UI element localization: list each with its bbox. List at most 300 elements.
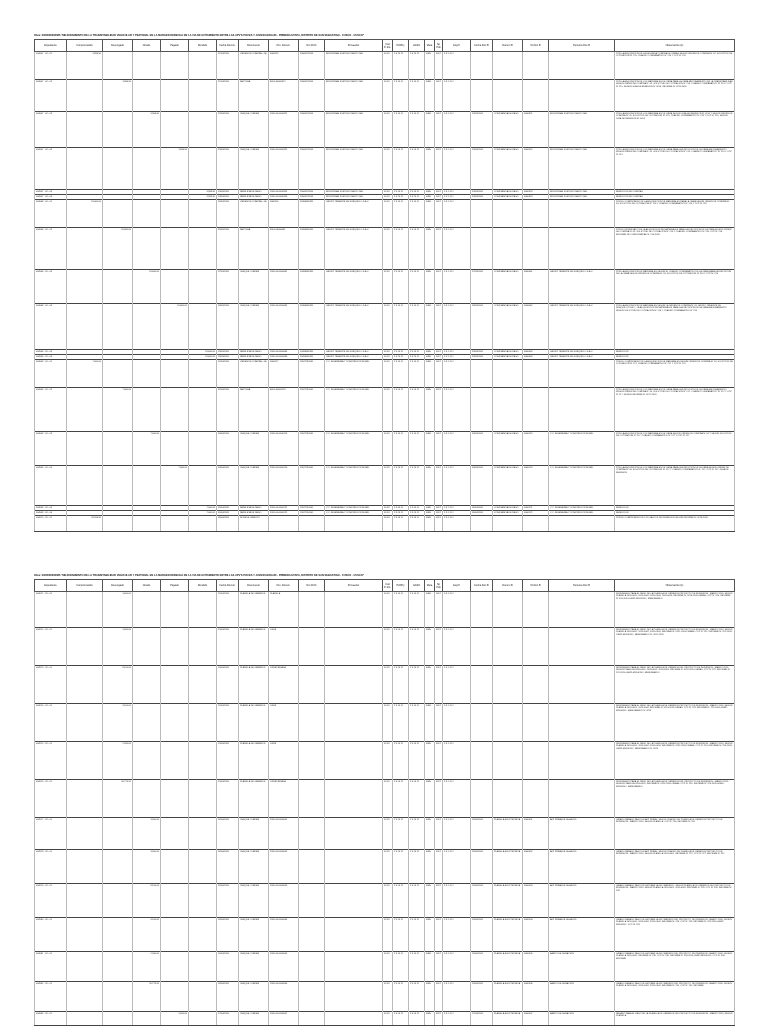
cell-nr-doc-b: 0000122 — [523, 511, 549, 516]
cell-sp-pds: 0017 — [435, 388, 443, 432]
cell-nro-ruc: 20563270001 — [299, 195, 325, 200]
cell-nr-doc-b — [523, 516, 549, 532]
cell-exp3: 2.3.1.11.1 — [443, 850, 471, 884]
cell-fecha-doc-b: 16/04/2020 — [471, 850, 493, 884]
column-header-exp3: Exp/3 — [443, 580, 471, 592]
cell-documento: PAPELETA DE PAGO — [239, 190, 269, 195]
cell-fecha-docum: 28/03/2020 — [217, 304, 239, 350]
cell-persona-doc-b: BANCO DE LA NACION — [549, 982, 615, 1012]
cell-persona-doc-b: GRUPO TENIENTE DE SURQUILLO S.A.C. — [549, 350, 615, 355]
cell-nr-doc-b: 0000120 — [523, 466, 549, 506]
cell-nr-doc-b: 0000507 — [523, 1012, 549, 1026]
cell-fecha-doc-b: 03/04/2020 — [471, 432, 493, 466]
cell-exp3: 2.3.1.11.1 — [443, 466, 471, 506]
cell-sp-pds: 0017 — [435, 918, 443, 952]
cell-expediente: 004567 - 02 - 01 — [35, 52, 67, 80]
cell-documento: CHEQUE / ORDEN — [239, 304, 269, 350]
cell-pl-dpry: 2.3.15.11 — [393, 918, 409, 952]
cell-nr-doc-b: 0000121 — [523, 506, 549, 511]
cell-ad-do: 2.3.15.11 — [409, 466, 425, 506]
cell-documento: PAPELETA DE PAGO — [239, 511, 269, 516]
cell-meta: 0085 — [425, 628, 435, 666]
cell-meta: 0085 — [425, 388, 435, 432]
cell-girado: 3,958.50 — [133, 112, 161, 148]
cell-nro-docum: 2020-04-0000322 — [269, 148, 299, 190]
column-header-fecha-docum: Fecha Docum. — [217, 40, 239, 52]
cell-pl-dpry: 2.3.15.11 — [393, 666, 409, 704]
cell-rendido — [189, 952, 217, 982]
cell-nro-docum: PLANILLA — [269, 592, 299, 628]
cell-expediente: 004568 - 02 - 02 — [35, 228, 67, 270]
cell-meta: 0085 — [425, 304, 435, 350]
cell-proveedor: GRUPO TENIENTE DE SURQUILLO S.A.C. — [325, 355, 383, 360]
cell-sp-pds: 0017 — [435, 592, 443, 628]
cell-pl-dpry: 2.3.15.11 — [393, 148, 409, 190]
cell-fecha-docum: 02/04/2020 — [217, 388, 239, 432]
cell-fecha-docum: 06/04/2020 — [217, 516, 239, 532]
cell-fecha-docum: 16/04/2020 — [217, 952, 239, 982]
table-row — [35, 200, 735, 228]
cell-fecha-docum: 15/04/2020 — [217, 704, 239, 742]
cell-documento: CHEQUE / ORDEN — [239, 982, 269, 1012]
cell-proveedor: C.C. INGENIERIA Y CONSTRUCCION EIRL — [325, 466, 383, 506]
cell-exp3: 2.3.1.11.1 — [443, 304, 471, 350]
cell-devengado — [103, 982, 133, 1012]
column-header-rendido: Rendido — [189, 40, 217, 52]
cell-persona-doc-b — [549, 360, 615, 388]
cell-pl-dpry: 2.3.15.11 — [393, 350, 409, 355]
cell-pl-dpry: 2.3.15.11 — [393, 388, 409, 432]
cell-proveedor — [325, 516, 383, 532]
cell-cod-pdto: 02.03 — [383, 190, 393, 195]
cell-cod-pdto: 02.03 — [383, 195, 393, 200]
cell-pl-dpry: 2.3.15.11 — [393, 516, 409, 532]
table-header-row — [35, 580, 735, 592]
cell-fecha-docum: 16/04/2020 — [217, 982, 239, 1012]
cell-cod-pdto: 02.03 — [383, 592, 393, 628]
cell-fecha-docum: 23/03/2020 — [217, 148, 239, 190]
cell-nro-docum: 2020-04-0000502 — [269, 850, 299, 884]
cell-persona-doc-b: INDUSTRIAS FORTUS PLASTIC SRL — [549, 190, 615, 195]
cell-persona-doc-b: GRUPO TENIENTE DE SURQUILLO S.A.C. — [549, 304, 615, 350]
cell-expediente: 004579 - 02 - 01 — [35, 884, 67, 918]
column-header-observacion: Observación (1) — [615, 40, 735, 52]
column-header-persona-doc-b: Persona Doc B — [549, 40, 615, 52]
cell-pagado — [161, 952, 189, 982]
cell-comprometido — [67, 884, 103, 918]
cell-fecha-docum: 29/03/2020 — [217, 355, 239, 360]
table-row — [35, 80, 735, 112]
cell-fecha-doc-b — [471, 228, 493, 270]
cell-expediente: 004574 - 02 - 01 — [35, 704, 67, 742]
cell-exp3: 2.3.1.11.1 — [443, 200, 471, 228]
cell-persona-doc-b: AFP PRIMA DE LA SALUD — [549, 918, 615, 952]
cell-fecha-doc-b — [471, 592, 493, 628]
cell-fecha-doc-b — [471, 704, 493, 742]
cell-nro-ruc: 20527316541 — [299, 388, 325, 432]
cell-nro-docum: 0000215 — [269, 52, 299, 80]
cell-ad-do: 2.3.15.11 — [409, 952, 425, 982]
cell-ad-do: 2.3.15.11 — [409, 506, 425, 511]
cell-pagado — [161, 628, 189, 666]
cell-persona-doc-b: AFP PRIMA DE LA SALUD — [549, 884, 615, 918]
cell-devengado — [103, 270, 133, 304]
cell-proveedor — [325, 1012, 383, 1026]
cell-docum-b — [493, 666, 523, 704]
cell-proveedor: GRUPO TENIENTE DE SURQUILLO S.A.C. — [325, 270, 383, 304]
cell-observacion: DEVENGADO PARA EL PAGO DE LA PLANILLA DE OBREROS PROYECTO DE INVERSION - MARZO 2020, SEGUN PLANILLA 2020-0001, 2020-0002, 2020-0003, INFORME N° 0221-2020-OBRAS, CCP N° 221, INFORME N° 221-2020-GSRP-MDSS/DIC, MEMORANDO N° 0221-2020 — [615, 628, 735, 666]
table-row — [35, 666, 735, 704]
cell-docum-b: PLANILLA ELECTRONICA — [493, 884, 523, 918]
cell-nro-ruc — [299, 1012, 325, 1026]
cell-sp-pds: 0017 — [435, 304, 443, 350]
cell-nro-ruc: 20563270001 — [299, 190, 325, 195]
cell-exp3: 2.3.1.11.1 — [443, 516, 471, 532]
cell-nr-doc-b: 0000321 — [523, 112, 549, 148]
cell-pagado — [161, 884, 189, 918]
cell-cod-pdto: 02.03 — [383, 780, 393, 818]
cell-ad-do: 2.3.15.11 — [409, 666, 425, 704]
cell-fecha-doc-b: 05/04/2020 — [471, 506, 493, 511]
cell-pagado: 7,000.00 — [161, 466, 189, 506]
cell-exp3: 2.3.1.11.1 — [443, 884, 471, 918]
cell-persona-doc-b: GRUPO TENIENTE DE SURQUILLO S.A.C. — [549, 270, 615, 304]
cell-meta: 0085 — [425, 592, 435, 628]
cell-comprometido — [67, 1012, 103, 1026]
column-header-devengado: Devengado — [103, 580, 133, 592]
expense-table — [34, 39, 735, 532]
cell-cod-pdto: 02.03 — [383, 466, 393, 506]
cell-nro-docum: E001-00000321 — [269, 80, 299, 112]
cell-cod-pdto: 02.03 — [383, 666, 393, 704]
cell-rendido — [189, 628, 217, 666]
column-header-ad-do: Ad/dO — [409, 40, 425, 52]
cell-documento: ORDEN DE COMPRA - GE — [239, 360, 269, 388]
column-header-pagado: Pagado — [161, 40, 189, 52]
expense-table — [34, 579, 735, 1026]
cell-fecha-doc-b: 16/04/2020 — [471, 952, 493, 982]
cell-expediente: 004569 - 02 - 03 — [35, 432, 67, 466]
cell-cod-pdto: 02.03 — [383, 982, 393, 1012]
cell-girado — [133, 704, 161, 742]
cell-nro-docum: LISTA — [269, 704, 299, 742]
cell-rendido: 18,600.00 — [189, 350, 217, 355]
cell-pl-dpry: 2.3.15.11 — [393, 228, 409, 270]
cell-girado: 3,500.00 — [133, 818, 161, 850]
cell-persona-doc-b: INDUSTRIAS FORTUS PLASTIC SRL — [549, 195, 615, 200]
cell-nro-docum: 2020-04-0000122 — [269, 511, 299, 516]
column-header-observacion: Observación (1) — [615, 580, 735, 592]
cell-pl-dpry: 2.3.15.11 — [393, 818, 409, 850]
cell-nro-docum: 2020-04-0000504 — [269, 918, 299, 952]
cell-rendido — [189, 780, 217, 818]
sheet-2 — [34, 574, 734, 1026]
cell-ad-do: 2.3.15.11 — [409, 511, 425, 516]
cell-devengado: 9,100.00 — [103, 704, 133, 742]
table-row — [35, 982, 735, 1012]
cell-persona-doc-b — [549, 200, 615, 228]
column-header-nr-doc-b: Nr.Doc B — [523, 40, 549, 52]
cell-expediente: 004581 - 02 - 01 — [35, 952, 67, 982]
cell-sp-pds: 0017 — [435, 850, 443, 884]
column-header-girado: Girado — [133, 580, 161, 592]
cell-meta: 0085 — [425, 355, 435, 360]
cell-pl-dpry: 2.3.15.11 — [393, 355, 409, 360]
cell-cod-pdto: 02.03 — [383, 628, 393, 666]
cell-cod-pdto: 02.03 — [383, 952, 393, 982]
cell-devengado: 18,600.00 — [103, 228, 133, 270]
cell-girado — [133, 148, 161, 190]
cell-persona-doc-b — [549, 80, 615, 112]
cell-expediente: 004568 - 02 - 06 — [35, 355, 67, 360]
cell-cod-pdto: 02.03 — [383, 884, 393, 918]
cell-rendido — [189, 516, 217, 532]
cell-nro-ruc: 20527316541 — [299, 511, 325, 516]
cell-observacion: POR LA ADQUISICION DE LOS MATERIALES DE OBRA PARA LA EJECUCION DE LA OBRA MEJORAMIENTO SEGUN ORDEN DE COMPRA N° 04, SOLICITUD DE COTIZACION N° 217, CUADRO COMPARATIVO N° 217 Y CCP N° 217, SEGUN INFORME N° 0217-2020 — [615, 388, 735, 432]
cell-fecha-docum: 21/03/2020 — [217, 52, 239, 80]
cell-exp3: 2.3.1.11.1 — [443, 818, 471, 850]
cell-nro-docum: LISTA — [269, 742, 299, 780]
cell-sp-pds: 0017 — [435, 1012, 443, 1026]
cell-nro-ruc — [299, 742, 325, 780]
cell-ad-do: 2.3.15.11 — [409, 355, 425, 360]
cell-persona-doc-b — [549, 666, 615, 704]
cell-proveedor: C.C. INGENIERIA Y CONSTRUCCION EIRL — [325, 360, 383, 388]
cell-observacion: POR LA ADQUISICION DE LOS MATERIALES DE OBRA PARA LA EJECUCION DE LA OBRA SEGUN ORDEN DE COMPRA N° 04, SOLICITUD DE COTIZACION N° 217 Y CUADRO COMPARATIVO N° 217, CCP N° 217, GUIA DE REMISION — [615, 466, 735, 506]
cell-persona-doc-b — [549, 628, 615, 666]
cell-exp3: 2.3.1.11.1 — [443, 388, 471, 432]
cell-expediente: 004569 - 02 - 06 — [35, 511, 67, 516]
cell-devengado: 3,500.00 — [103, 592, 133, 628]
cell-observacion: DEVENGADO PARA EL PAGO DE LA PLANILLA DE OBREROS DEL PROYECTO DE INVERSION - MARZO 2020, SEGUN PLANILLA 2020-0001, 2020-0002, 2020-0003, INFORME N° 0222-2020-OBRAS, CCP N° 222, INFORME N° 222-2020-GSRP-MDSS/DIC, MEMORANDO — [615, 666, 735, 704]
cell-proveedor — [325, 884, 383, 918]
cell-fecha-doc-b — [471, 52, 493, 80]
cell-observacion: DEVENGADO PARA EL PAGO DE LA PLANILLA DE OBREROS DEL PROYECTO DE INVERSION - MARZO 2020, SEGUN PLANILLA 2020-0001, INFORME N° 0225-2020-OBRAS, CCP N° 225, INFORME N° 225-2020-GSRP-MDSS/DIC, MEMORANDO — [615, 780, 735, 818]
cell-nr-doc-b — [523, 388, 549, 432]
cell-nro-ruc: 20490862351 — [299, 350, 325, 355]
cell-fecha-docum: 22/03/2020 — [217, 112, 239, 148]
cell-docum-b: CONSTANCIA DE PAGO — [493, 190, 523, 195]
cell-ad-do: 2.3.15.11 — [409, 228, 425, 270]
cell-exp3: 2.3.1.11.1 — [443, 952, 471, 982]
cell-expediente: 004568 - 02 - 03 — [35, 270, 67, 304]
cell-fecha-doc-b — [471, 742, 493, 780]
cell-docum-b — [493, 704, 523, 742]
cell-cod-pdto: 02.03 — [383, 360, 393, 388]
cell-nr-doc-b — [523, 704, 549, 742]
cell-devengado: 3,500.00 — [103, 628, 133, 666]
cell-nro-ruc — [299, 516, 325, 532]
cell-fecha-docum: 16/04/2020 — [217, 918, 239, 952]
column-header-meta: Meta — [425, 580, 435, 592]
cell-persona-doc-b: INDUSTRIAS FORTUS PLASTIC SRL — [549, 148, 615, 190]
cell-pagado — [161, 780, 189, 818]
cell-pl-dpry: 2.3.15.11 — [393, 704, 409, 742]
cell-cod-pdto: 02.03 — [383, 506, 393, 511]
cell-proveedor — [325, 666, 383, 704]
cell-docum-b: PLANILLA ELECTRONICA — [493, 1012, 523, 1026]
cell-nro-docum: 0000216 — [269, 200, 299, 228]
cell-persona-doc-b: BANCO DE LA NACION — [549, 952, 615, 982]
cell-fecha-doc-b — [471, 780, 493, 818]
cell-fecha-doc-b — [471, 360, 493, 388]
cell-fecha-doc-b: 22/03/2020 — [471, 112, 493, 148]
cell-sp-pds: 0017 — [435, 432, 443, 466]
cell-persona-doc-b — [549, 228, 615, 270]
cell-cod-pdto: 02.03 — [383, 516, 393, 532]
cell-exp3: 2.3.1.11.1 — [443, 780, 471, 818]
cell-docum-b: CONSTANCIA DE PAGO — [493, 350, 523, 355]
cell-pl-dpry: 2.3.15.11 — [393, 511, 409, 516]
column-header-exp3: Exp/3 — [443, 40, 471, 52]
column-header-pl-dpry: Pl/dPry — [393, 580, 409, 592]
cell-persona-doc-b — [549, 388, 615, 432]
cell-fecha-doc-b: 27/03/2020 — [471, 270, 493, 304]
table-row — [35, 884, 735, 918]
cell-devengado — [103, 884, 133, 918]
cell-ad-do: 2.3.15.11 — [409, 304, 425, 350]
cell-pl-dpry: 2.3.15.11 — [393, 742, 409, 780]
column-header-pagado: Pagado — [161, 580, 189, 592]
cell-nr-doc-b: 0000505 — [523, 952, 549, 982]
cell-comprometido: 18,600.00 — [67, 200, 103, 228]
cell-ad-do: 2.3.15.11 — [409, 850, 425, 884]
cell-ad-do: 2.3.15.11 — [409, 200, 425, 228]
cell-rendido — [189, 148, 217, 190]
cell-rendido — [189, 918, 217, 952]
cell-cod-pdto: 02.03 — [383, 112, 393, 148]
cell-sp-pds: 0017 — [435, 200, 443, 228]
cell-devengado — [103, 818, 133, 850]
cell-proveedor — [325, 850, 383, 884]
cell-girado — [133, 516, 161, 532]
column-header-fecha-docum: Fecha Docum. — [217, 580, 239, 592]
cell-girado: 18,600.00 — [133, 270, 161, 304]
cell-girado — [133, 228, 161, 270]
table-header-row — [35, 40, 735, 52]
cell-devengado: 2,350.00 — [103, 742, 133, 780]
cell-pagado — [161, 52, 189, 80]
cell-meta: 0085 — [425, 80, 435, 112]
cell-meta: 0085 — [425, 190, 435, 195]
column-header-proveedor: Proveedor — [325, 40, 383, 52]
cell-ad-do: 2.3.15.11 — [409, 818, 425, 850]
cell-expediente: 004580 - 02 - 01 — [35, 918, 67, 952]
cell-ad-do: 2.3.15.11 — [409, 982, 425, 1012]
cell-sp-pds: 0017 — [435, 52, 443, 80]
cell-ad-do: 2.3.15.11 — [409, 388, 425, 432]
cell-pl-dpry: 2.3.15.11 — [393, 952, 409, 982]
cell-pagado — [161, 228, 189, 270]
cell-exp3: 2.3.1.11.1 — [443, 360, 471, 388]
cell-pagado — [161, 80, 189, 112]
column-header-expediente: Expediente — [35, 40, 67, 52]
cell-comprometido — [67, 592, 103, 628]
cell-cod-pdto: 02.03 — [383, 80, 393, 112]
cell-sp-pds: 0017 — [436, 350, 441, 353]
cell-documento: CHEQUE / ORDEN — [239, 466, 269, 506]
cell-docum-b — [493, 200, 523, 228]
cell-sp-pds: 0017 — [436, 195, 441, 198]
cell-fecha-docum: 15/04/2020 — [217, 742, 239, 780]
cell-sp-pds: 0017 — [435, 148, 443, 190]
cell-meta: 0085 — [425, 52, 435, 80]
cell-pl-dpry: 2.3.15.11 — [393, 850, 409, 884]
cell-persona-doc-b — [549, 742, 615, 780]
cell-nro-ruc: 20527316541 — [299, 466, 325, 506]
cell-documento: CHEQUE / ORDEN — [239, 432, 269, 466]
cell-proveedor — [325, 818, 383, 850]
cell-persona-doc-b: AFP PRIMA DE LA SALUD — [549, 850, 615, 884]
table-row — [35, 704, 735, 742]
cell-meta: 0085 — [425, 1012, 435, 1026]
cell-nro-ruc: 20563270001 — [299, 80, 325, 112]
cell-meta: 0085 — [425, 780, 435, 818]
cell-meta: 0085 — [425, 884, 435, 918]
cell-observacion: RENDICION DE CUENTAS — [615, 190, 735, 195]
cell-exp3: 2.3.1.11.1 — [443, 190, 471, 195]
cell-fecha-docum: 16/04/2020 — [217, 884, 239, 918]
cell-pagado — [161, 360, 189, 388]
cell-fecha-docum: 26/03/2020 — [217, 200, 239, 228]
cell-observacion: POR LA ADQUISICION DE LOS MATERIALES DE OBRA SEGUN ORDEN DE COMPRA N° 04 Y SEGUN SOLICITUD DE COTIZACION N° 217, CUADRO COMPARATIVO N° 217 Y CCP N° 217 — [615, 432, 735, 466]
cell-observacion: POR EL COMPROMISO DE LA ADQUISICION DE MATERIALES SEGUN ORDEN DE COMPRA N° 04, SOLICITUD DE COTIZACION N° 217, CUADRO COMPARATIVO N° 217 Y CCP N° 217 — [615, 360, 735, 388]
cell-proveedor: INDUSTRIAS FORTUS PLASTIC SRL — [325, 80, 383, 112]
cell-docum-b: CONSTANCIA DE PAGO — [493, 304, 523, 350]
cell-pl-dpry: 2.3.15.11 — [393, 592, 409, 628]
cell-expediente: 004567 - 02 - 06 — [35, 195, 67, 200]
cell-exp3: 2.3.1.11.1 — [443, 666, 471, 704]
cell-expediente: 004583 - 02 - 01 — [35, 1012, 67, 1026]
cell-pl-dpry: 2.3.15.11 — [393, 112, 409, 148]
cell-proveedor: INDUSTRIAS FORTUS PLASTIC SRL — [325, 195, 383, 200]
cell-nr-doc-b — [523, 360, 549, 388]
cell-sp-pds: 0017 — [435, 80, 443, 112]
cell-documento: PLANILLA DE OBREROS — [239, 592, 269, 628]
cell-pagado — [161, 270, 189, 304]
cell-proveedor: INDUSTRIAS FORTUS PLASTIC SRL — [325, 52, 383, 80]
cell-sp-pds: 0017 — [435, 112, 443, 148]
cell-pl-dpry: 2.3.15.11 — [393, 432, 409, 466]
cell-rendido: 7,000.00 — [189, 506, 217, 511]
cell-observacion: RENDICION — [615, 511, 735, 516]
cell-persona-doc-b — [549, 516, 615, 532]
cell-docum-b — [493, 360, 523, 388]
cell-nro-docum: 2020-04-0000119 — [269, 432, 299, 466]
cell-fecha-doc-b: 29/03/2020 — [471, 350, 493, 355]
cell-exp3: 2.3.1.11.1 — [443, 742, 471, 780]
cell-docum-b: CONSTANCIA DE PAGO — [493, 432, 523, 466]
cell-exp3: 2.3.1.11.1 — [443, 982, 471, 1012]
cell-documento: ORDEN DE COMPRA - GE — [239, 200, 269, 228]
cell-nro-docum: 2020-04-0000462 — [269, 304, 299, 350]
cell-docum-b: PLANILLA ELECTRONICA — [493, 818, 523, 850]
cell-meta: 0085 — [425, 112, 435, 148]
column-header-sp-pds: Sp Pds — [435, 580, 443, 592]
cell-documento: CHEQUE / ORDEN — [239, 818, 269, 850]
cell-docum-b — [493, 388, 523, 432]
table-body — [35, 52, 735, 532]
cell-documento: CHEQUE / ORDEN — [239, 112, 269, 148]
cell-rendido — [189, 1012, 217, 1026]
cell-rendido — [189, 360, 217, 388]
cell-sp-pds: 0017 — [435, 516, 443, 532]
column-header-persona-doc-b: Persona Doc B — [549, 580, 615, 592]
cell-observacion: GIRADO PARA EL PAGO DE LA PLANILLA DE OBREROS DEL PROYECTO DE INVERSION - MARZO 2020, SEGUN PLANILLA 2020-0001, INFORME N° 230, CCP N° 230, INFORME N° 230-2020-GSRP-MDSS/DIC, CCP N° 230, INFORME — [615, 952, 735, 982]
cell-pl-dpry: 2.3.15.11 — [393, 1012, 409, 1026]
cell-observacion: POR LA ADQUISICION DE LOS MATERIALES DE OBRA SEGUN GUIA DE REMISION N° 0014 Y SEGUN ORDEN DE COMPRA N° 02, SOLICITUD DE COTIZACION N° 215, CUADRO COMPARATIVO N° 215 Y CCP N° 215, SEGUN GUIA DE REMISION N° 0014 — [615, 112, 735, 148]
cell-sp-pds: 0017 — [436, 190, 441, 193]
